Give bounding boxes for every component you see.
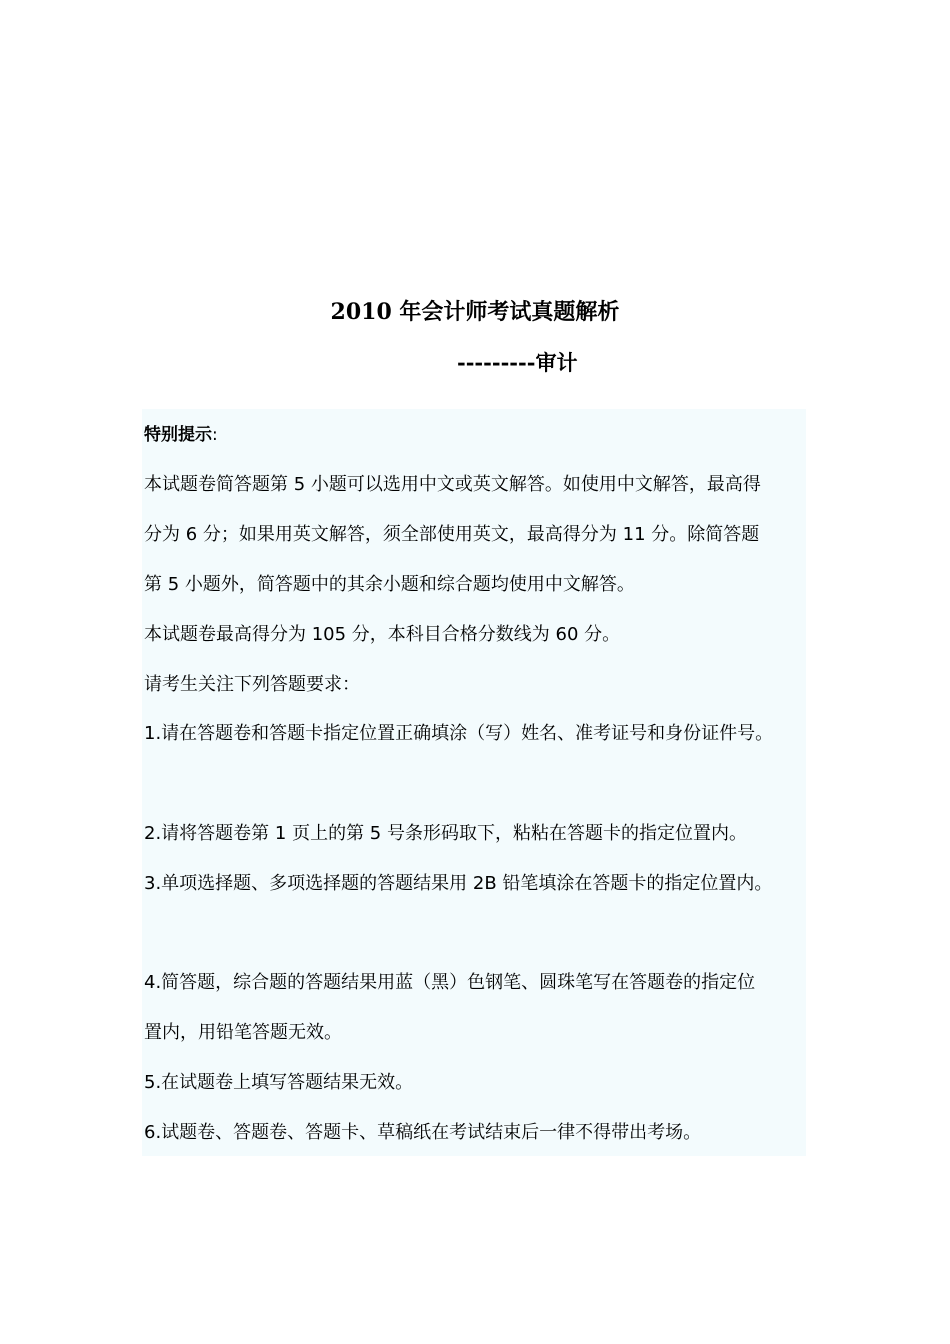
notice-line: 分为 6 分；如果用英文解答，须全部使用英文，最高得分为 11 分。除简答题 [144, 524, 760, 545]
notice-line: 请考生关注下列答题要求： [144, 674, 360, 695]
requirement-item-continued: 置内，用铅笔答题无效。 [144, 1022, 342, 1043]
notice-heading [144, 422, 218, 448]
requirement-item: 3.单项选择题、多项选择题的答题结果用 2B 铅笔填涂在答题卡的指定位置内。 [144, 873, 773, 894]
requirement-item: 4.简答题，综合题的答题结果用蓝（黑）色钢笔、圆珠笔写在答题卷的指定位 [144, 972, 756, 993]
notice-heading-colon: : [212, 425, 218, 445]
requirement-item: 2.请将答题卷第 1 页上的第 5 号条形码取下，粘粘在答题卡的指定位置内。 [144, 823, 747, 844]
notice-line: 本试题卷简答题第 5 小题可以选用中文或英文解答。如使用中文解答，最高得 [144, 474, 761, 495]
requirement-item: 1.请在答题卷和答题卡指定位置正确填涂（写）姓名、准考证号和身份证件号。 [144, 723, 774, 744]
requirement-item: 5.在试题卷上填写答题结果无效。 [144, 1072, 414, 1093]
document-subtitle: ---------审计 [457, 350, 578, 375]
document-title: 2010 年会计师考试真题解析 [330, 299, 620, 325]
notice-line: 第 5 小题外，简答题中的其余小题和综合题均使用中文解答。 [144, 574, 635, 595]
notice-heading-text: 特别提示 [144, 425, 212, 445]
requirement-item: 6.试题卷、答题卷、答题卡、草稿纸在考试结束后一律不得带出考场。 [144, 1122, 702, 1143]
notice-line: 本试题卷最高得分为 105 分，本科目合格分数线为 60 分。 [144, 624, 621, 645]
